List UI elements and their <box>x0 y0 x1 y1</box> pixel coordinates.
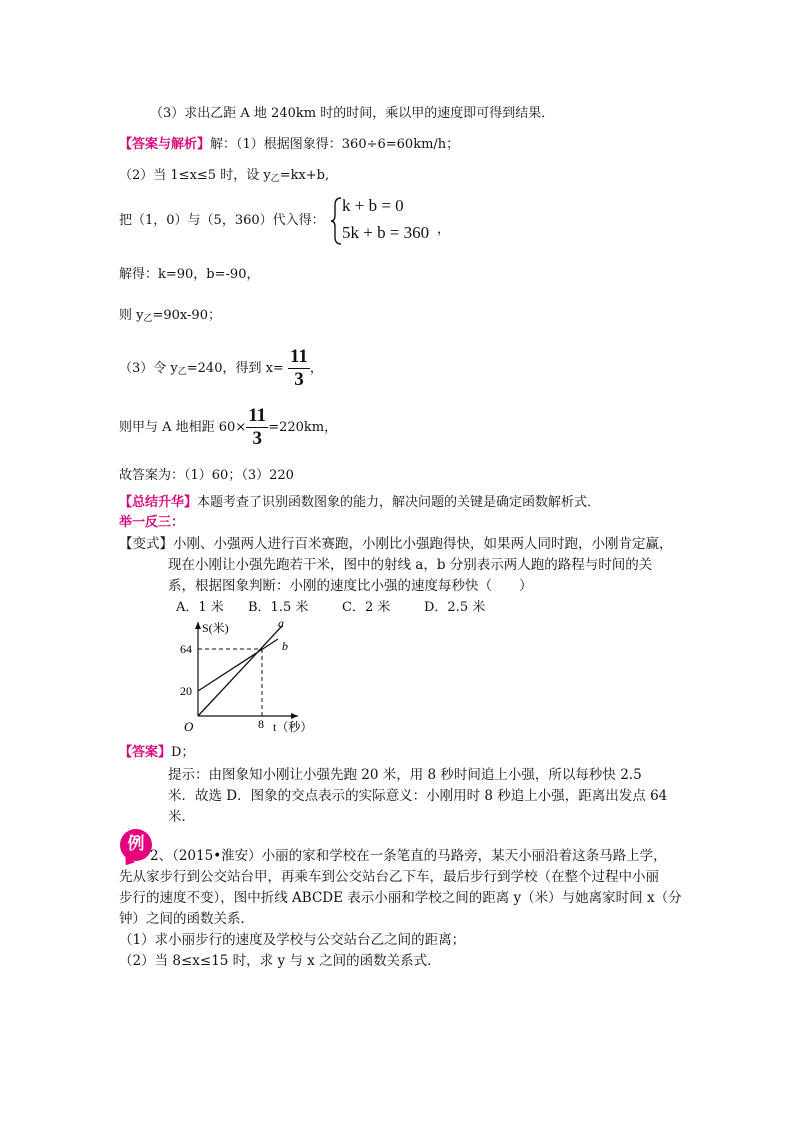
option-c: C．2 米 <box>342 600 391 615</box>
subscript-yi: 乙 <box>143 314 153 324</box>
y-axis-label: S(米) <box>202 621 229 635</box>
tick-label-8: 8 <box>258 717 264 731</box>
hint-line-2: 米．故选 D．图象的交点表示的实际意义：小刚用时 8 秒追上小强，距离出发点 64 <box>168 788 668 804</box>
example-line-2: 先从家步行到公交站台甲，再乘车到公交站台乙下车，最后步行到学校（在整个过程中小丽 <box>119 869 659 885</box>
origin-label: O <box>184 719 194 734</box>
fraction-11-3 <box>288 346 310 391</box>
case-text: （2）当 1≤x≤5 时，设 y <box>119 168 271 183</box>
equation-1: k + b = 0 <box>342 196 404 215</box>
step3-hint: （3）求出乙距 A 地 240km 时的时间，乘以甲的速度即可得到结果． <box>150 106 555 121</box>
case-text-end: =kx+b, <box>279 168 330 183</box>
example-line-1: 2、（2015•淮安）小丽的家和学校在一条笔直的马路旁，某天小丽沿着这条马路上学， <box>150 848 667 864</box>
variant-line-3: 系，根据图象判断：小刚的速度比小强的速度每秒快（ ） <box>168 578 533 594</box>
option-a: A．1 米 <box>176 600 224 615</box>
race-graph <box>176 618 316 738</box>
equation-2: 5k + b = 360 <box>342 223 430 242</box>
subscript-yi: 乙 <box>270 174 280 184</box>
option-b: B．1.5 米 <box>248 600 309 615</box>
distance-text-end: =220km， <box>268 420 338 435</box>
hint-line-1: 提示：由图象知小刚让小强先跑 20 米，用 8 秒时间追上小强，所以每秒快 2.5 <box>168 767 642 783</box>
x-axis-label: t（秒） <box>273 720 313 734</box>
ray-b-label: b <box>282 639 288 653</box>
summary-text: 本题考查了识别函数图象的能力，解决问题的关键是确定函数解析式． <box>197 495 601 510</box>
example-question-2: （2）当 8≤x≤15 时，求 y 与 x 之间的函数关系式． <box>119 953 441 969</box>
tick-label-64: 64 <box>180 642 192 656</box>
fraction-numerator: 11 <box>248 405 267 426</box>
y-axis-arrow-icon <box>195 622 201 629</box>
final-answer-line: 故答案为：（1）60；（3）220 <box>119 468 294 483</box>
practice-title: 举一反三： <box>119 515 185 530</box>
answer-analysis-tag: 【答案与解析】 <box>119 137 211 152</box>
example-line-3: 步行的速度不变），图中折线 ABCDE 表示小丽和学校之间的距离 y（米）与她离家时间 x（分 <box>119 890 682 906</box>
example-badge-icon: 例 <box>120 829 152 861</box>
equation-end: ， <box>437 222 451 237</box>
variant-line-1 <box>119 536 673 552</box>
fraction-denominator: 3 <box>294 369 304 390</box>
step3-line <box>119 346 323 394</box>
step3-end: ， <box>309 361 323 376</box>
distance-line <box>119 405 337 450</box>
subscript-yi: 乙 <box>177 367 187 377</box>
fraction-denominator: 3 <box>252 428 262 449</box>
answer2-line <box>119 745 194 761</box>
result-text-end: =90x-90； <box>152 308 221 323</box>
ray-b <box>198 639 278 691</box>
substitute-line: 把（1，0）与（5，360）代入得： <box>119 213 325 228</box>
distance-text: 则甲与 A 地相距 60× <box>119 420 247 435</box>
example-question-1: （1）求小丽步行的速度及学校与公交站台乙之间的距离； <box>119 932 466 948</box>
answer2-value: D； <box>171 745 195 760</box>
step3-text-mid: =240，得到 x= <box>186 361 284 376</box>
tick-label-20: 20 <box>180 684 192 698</box>
fraction-numerator: 11 <box>289 346 308 367</box>
answer2-tag: 【答案】 <box>119 745 172 760</box>
ray-a <box>198 626 282 716</box>
example-line-4: 钟）之间的函数关系． <box>119 911 254 927</box>
summary-tag: 【总结升华】 <box>119 495 198 510</box>
hint-line-3: 米． <box>168 809 195 825</box>
ray-a-label: a <box>278 618 284 630</box>
answer-analysis-line <box>119 137 459 153</box>
result-line <box>119 308 221 327</box>
answer-line-1: 解：（1）根据图象得：360÷6=60km/h； <box>210 137 460 152</box>
fraction-11-3-b <box>246 405 268 450</box>
step3-text: （3）令 y <box>119 361 178 376</box>
case-line <box>119 168 329 187</box>
option-d: D．2.5 米 <box>424 600 486 615</box>
variant-tag: 【变式】 <box>119 536 173 552</box>
summary-line <box>119 495 600 511</box>
solve-line: 解得：k=90，b=-90， <box>119 267 260 282</box>
variant-text-1: 小刚、小强两人进行百米赛跑，小刚比小强跑得快，如果两人同时跑，小刚肯定赢， <box>173 536 673 552</box>
result-text: 则 y <box>119 308 144 323</box>
variant-line-2: 现在小刚让小强先跑若干米，图中的射线 a，b 分别表示两人跑的路程与时间的关 <box>168 557 653 573</box>
x-axis-arrow-icon <box>291 713 298 719</box>
